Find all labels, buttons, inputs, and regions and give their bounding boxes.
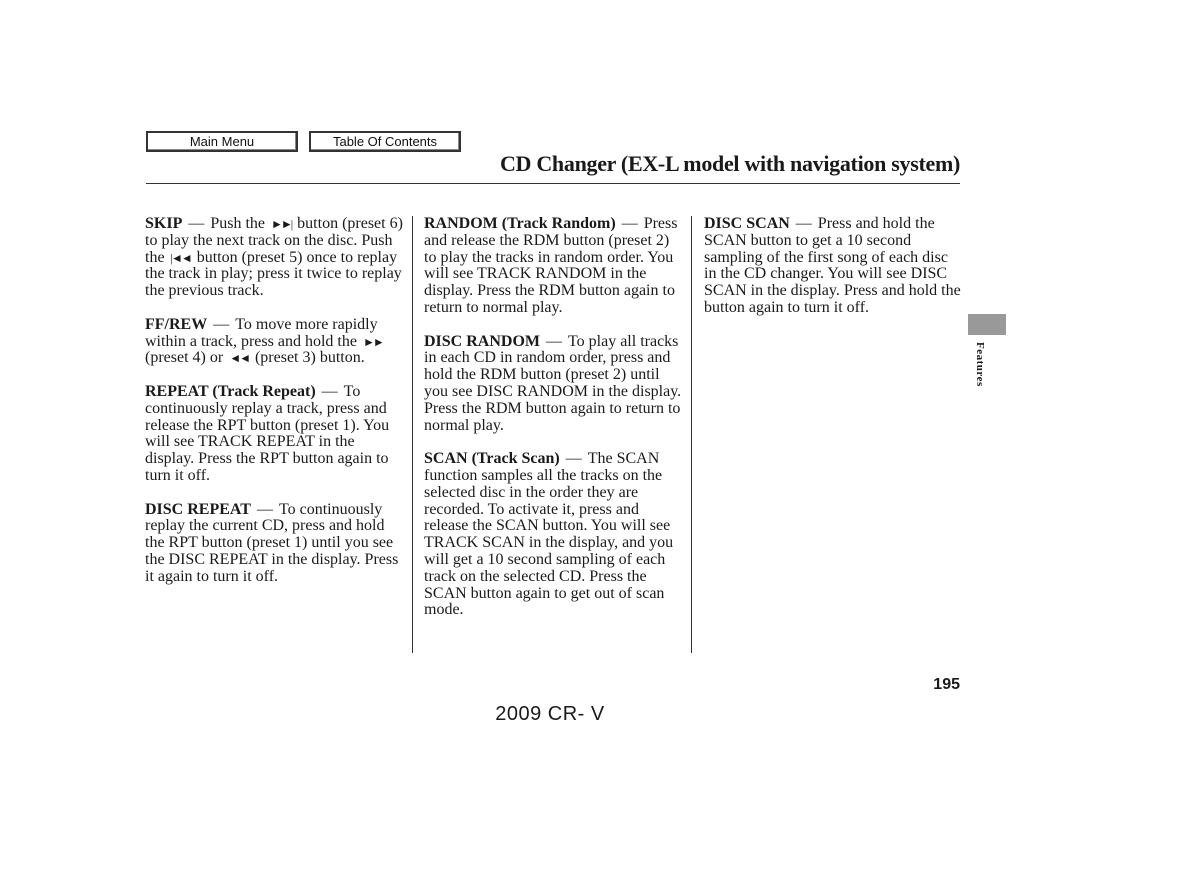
table-of-contents-button[interactable]: Table Of Contents <box>309 131 461 152</box>
page-title: CD Changer (EX-L model with navigation system) <box>499 151 960 176</box>
em-dash: — <box>621 215 638 232</box>
repeat-term: REPEAT (Track Repeat) <box>145 382 316 400</box>
skip-paragraph <box>145 216 403 300</box>
column-divider <box>691 216 692 653</box>
disc-scan-term: DISC SCAN <box>704 215 790 232</box>
em-dash: — <box>565 450 582 468</box>
disc-repeat-text: To continuously replay the current CD, press and hold the RPT button (preset 1) until you see the DISC REPEAT in the display. Press it again to turn it off. <box>145 500 399 585</box>
column-divider <box>412 216 413 653</box>
section-tab-label: Features <box>974 342 986 387</box>
disc-random-term: DISC RANDOM <box>424 332 540 350</box>
disc-scan-paragraph <box>704 216 964 317</box>
rewind-icon: ◄◄ <box>229 351 249 366</box>
em-dash: — <box>795 215 812 232</box>
section-tab-marker <box>968 314 1006 335</box>
ffrew-text-1: To move more rapidly within a track, press and hold the <box>145 315 378 350</box>
column-2 <box>424 216 684 636</box>
skip-back-icon: |◄◄ <box>170 250 191 265</box>
disc-repeat-term: DISC REPEAT <box>145 500 251 518</box>
em-dash: — <box>321 382 338 400</box>
skip-forward-icon: ►►| <box>271 217 292 231</box>
column-1 <box>145 216 403 602</box>
em-dash: — <box>256 500 273 518</box>
ffrew-term: FF/REW <box>145 315 208 333</box>
main-menu-button[interactable]: Main Menu <box>146 131 298 152</box>
repeat-paragraph <box>145 384 403 485</box>
em-dash: — <box>213 315 230 333</box>
skip-text-3: button (preset 5) once to replay the track in play; press it twice to replay the previous track. <box>145 248 402 300</box>
page-number: 195 <box>933 676 960 693</box>
footer-model: 2009 CR- V <box>495 703 605 725</box>
skip-text-2: button (preset 6) to play the next track on the disc. Push the <box>145 215 403 266</box>
disc-random-text: To play all tracks in each CD in random order, press and hold the RDM button (preset 2) until you see DISC RANDOM in the display. Press the RDM button again to return to normal play. <box>424 332 682 434</box>
scan-text: The SCAN function samples all the tracks on the selected disc in the order they are recorded. To activate it, press and release the SCAN button. You will see TRACK SCAN in the display, and you will get a 10 second sampling of each track on the selected CD. Press the SCAN button again to get out of scan mode. <box>424 450 674 619</box>
fast-forward-icon: ►► <box>362 334 383 349</box>
em-dash: — <box>546 332 562 350</box>
column-3 <box>704 216 964 334</box>
scan-paragraph <box>424 451 684 619</box>
skip-term: SKIP <box>145 215 183 232</box>
disc-repeat-paragraph <box>145 502 403 586</box>
em-dash: — <box>188 215 205 232</box>
skip-text-1: Push the <box>210 215 266 232</box>
disc-scan-text: Press and hold the SCAN button to get a 10 second sampling of the first song of each disc in the CD changer. You will see DISC SCAN in the display. Press and hold the button again to turn it off. <box>704 215 961 316</box>
ffrew-text-3: (preset 3) button. <box>254 349 365 367</box>
title-divider <box>146 183 960 184</box>
repeat-text: To continuously replay a track, press and release the RPT button (preset 1). You will see TRACK REPEAT in the display. Press the RPT button again to turn it off. <box>145 382 390 484</box>
random-text: Press and release the RDM button (preset 2) to play the tracks in random order. You will see TRACK RANDOM in the display. Press the RDM button again to return to normal play. <box>424 215 678 316</box>
ffrew-text-2: (preset 4) or <box>145 349 224 367</box>
scan-term: SCAN (Track Scan) <box>424 450 560 468</box>
random-term: RANDOM (Track Random) <box>424 215 616 232</box>
random-paragraph <box>424 216 684 317</box>
ffrew-paragraph <box>145 317 403 367</box>
disc-random-paragraph <box>424 334 684 435</box>
